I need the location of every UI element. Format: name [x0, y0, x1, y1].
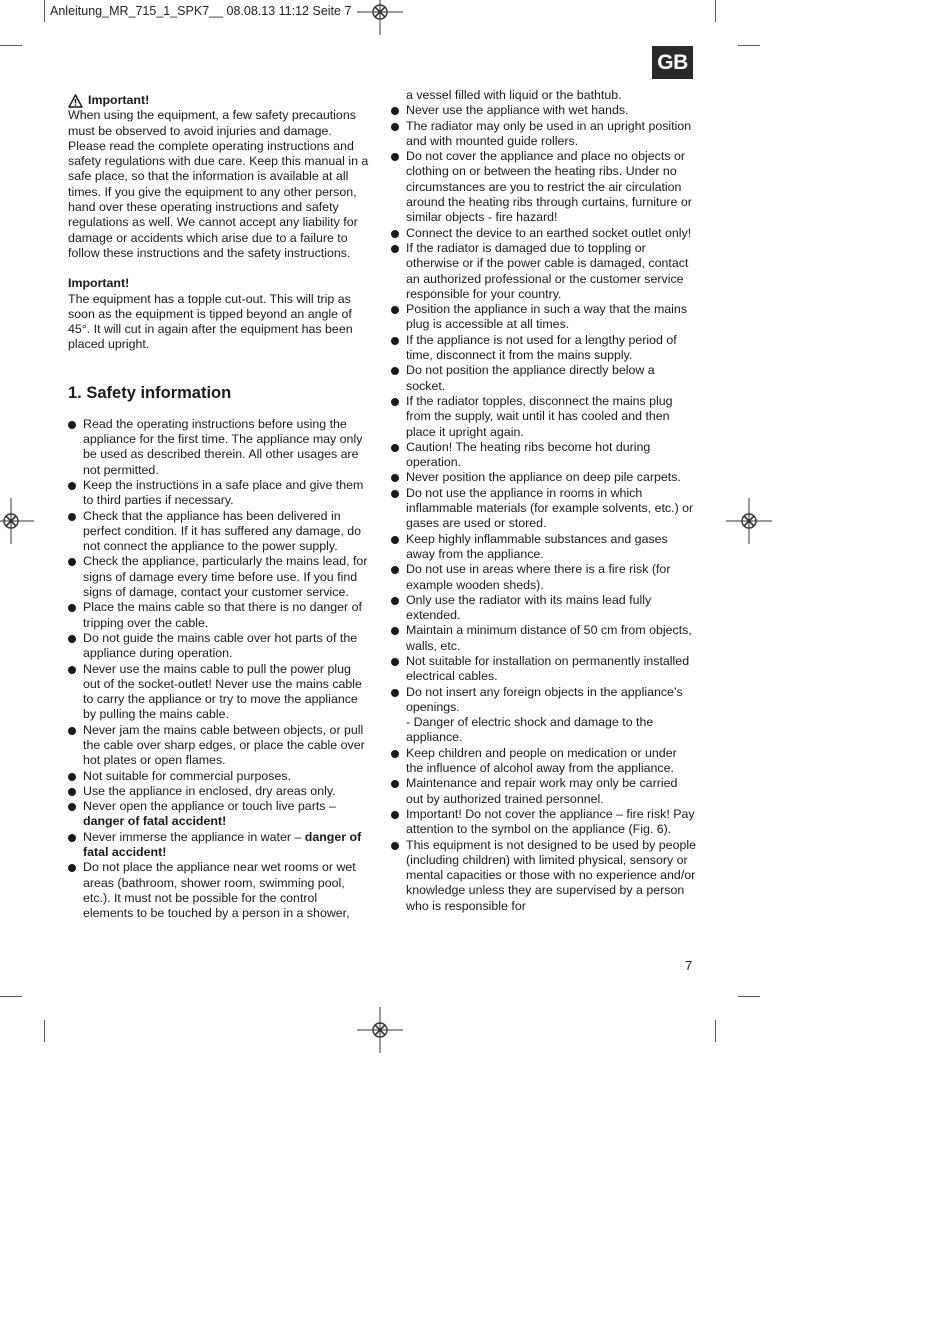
language-tab: GB [652, 46, 693, 79]
list-item: Never jam the mains cable between objects, or pull the cable over sharp edges, or place the cable over hot plates or open flames. [68, 723, 370, 769]
list-item: Do not insert any foreign objects in the appliance’s openings. - Danger of electric shock and damage to the appliance. [391, 685, 696, 746]
crop-mark [44, 0, 45, 22]
crop-mark [0, 45, 22, 46]
list-item: Not suitable for installation on permanently installed electrical cables. [391, 654, 696, 685]
print-header: Anleitung_MR_715_1_SPK7__ 08.08.13 11:12 Seite 7 [50, 4, 352, 18]
list-item: Check that the appliance has been delivered in perfect condition. If it has suffered any damage, do not connect the appliance to the power supply. [68, 509, 370, 555]
crop-mark [715, 0, 716, 22]
list-item: Do not position the appliance directly below a socket. [391, 363, 696, 394]
list-item: Keep the instructions in a safe place and give them to third parties if necessary. [68, 478, 370, 509]
safety-list-left [68, 417, 370, 922]
important-title: Important! [88, 93, 150, 107]
list-item: If the radiator is damaged due to toppling or otherwise or if the power cable is damaged, contact an authorized professional or the customer service responsible for your country. [391, 241, 696, 302]
list-item: Not suitable for commercial purposes. [68, 769, 370, 784]
crop-mark [715, 1020, 716, 1042]
list-item: Never use the mains cable to pull the power plug out of the socket-outlet! Never use the mains cable to carry the appliance or try to move the appliance by pulling the mains cable. [68, 662, 370, 723]
list-item: Caution! The heating ribs become hot during operation. [391, 440, 696, 471]
warning-icon [68, 94, 83, 108]
list-item: Do not use in areas where there is a fire risk (for example wooden sheds). [391, 562, 696, 593]
list-item: Position the appliance in such a way that the mains plug is accessible at all times. [391, 302, 696, 333]
list-item: If the appliance is not used for a lengthy period of time, disconnect it from the mains supply. [391, 333, 696, 364]
list-item: Do not guide the mains cable over hot parts of the appliance during operation. [68, 631, 370, 662]
list-item: Never position the appliance on deep pile carpets. [391, 470, 696, 485]
list-item: Maintenance and repair work may only be carried out by authorized trained personnel. [391, 776, 696, 807]
list-item: This equipment is not designed to be used by people (including children) with limited physical, sensory or mental capacities or those with no experience and/or knowledge unless they are supervised by a person who is responsible for [391, 838, 696, 914]
right-column [391, 88, 696, 914]
list-item: Never open the appliance or touch live parts – danger of fatal accident! [68, 799, 370, 830]
list-item: Use the appliance in enclosed, dry areas only. [68, 784, 370, 799]
list-item: Place the mains cable so that there is no danger of tripping over the cable. [68, 600, 370, 631]
list-item: Do not place the appliance near wet rooms or wet areas (bathroom, shower room, swimming pool, etc.). It must not be possible for the control elements to be touched by a person in a shower, [68, 860, 370, 921]
left-column [68, 93, 370, 922]
list-item: The radiator may only be used in an upright position and with mounted guide rollers. [391, 119, 696, 150]
list-item: Never use the appliance with wet hands. [391, 103, 696, 118]
crop-mark [0, 996, 22, 997]
registration-mark-icon [357, 0, 403, 35]
continued-text: a vessel filled with liquid or the bathtub. [406, 88, 622, 102]
list-item: Connect the device to an earthed socket outlet only! [391, 226, 696, 241]
list-item: Check the appliance, particularly the mains lead, for signs of damage every time before use. If you find signs of damage, contact your customer service. [68, 554, 370, 600]
important-heading [68, 93, 370, 108]
list-item: Keep children and people on medication or under the influence of alcohol away from the appliance. [391, 746, 696, 777]
list-item: Never immerse the appliance in water – danger of fatal accident! [68, 830, 370, 861]
registration-mark-icon [357, 1007, 403, 1053]
crop-mark [44, 1020, 45, 1042]
topple-text: The equipment has a topple cut-out. This will trip as soon as the equipment is tipped beyond an angle of 45°. It will cut in again after the equipment has been placed upright. [68, 291, 353, 352]
registration-mark-icon [726, 498, 772, 544]
important-text: When using the equipment, a few safety precautions must be observed to avoid injuries and damage. Please read the complete operating instructions and safety regulations with due care. Keep this manual in a safe place, so that the information is available at all times. If you give the equipment to any other person, hand over these operating instructions and safety regulations as well. We cannot accept any liability for damage or accidents which arise due to a failure to follow these instructions and the safety instructions. [68, 108, 369, 260]
list-item: Keep highly inflammable substances and gases away from the appliance. [391, 532, 696, 563]
list-item: Maintain a minimum distance of 50 cm from objects, walls, etc. [391, 623, 696, 654]
list-item: Read the operating instructions before using the appliance for the first time. The appliance may only be used as described therein. All other usages are not permitted. [68, 417, 370, 478]
list-item: Only use the radiator with its mains lead fully extended. [391, 593, 696, 624]
list-item: If the radiator topples, disconnect the mains plug from the supply, wait until it has cooled and then place it upright again. [391, 394, 696, 440]
crop-mark [738, 996, 760, 997]
section-title: 1. Safety information [68, 383, 232, 402]
list-item: Important! Do not cover the appliance – fire risk! Pay attention to the symbol on the appliance (Fig. 6). [391, 807, 696, 838]
safety-list-right [391, 103, 696, 914]
crop-mark [738, 45, 760, 46]
registration-mark-icon [0, 498, 34, 544]
important-title: Important! [68, 276, 130, 291]
list-item: Do not cover the appliance and place no objects or clothing on or between the heating ribs. Under no circumstances are you to restrict the air circulation around the heating ribs through curtains, furniture or similar objects - fire hazard! [391, 149, 696, 225]
list-item: Do not use the appliance in rooms in which inflammable materials (for example solvents, etc.) or gases are used or stored. [391, 486, 696, 532]
page-number: 7 [685, 958, 693, 973]
